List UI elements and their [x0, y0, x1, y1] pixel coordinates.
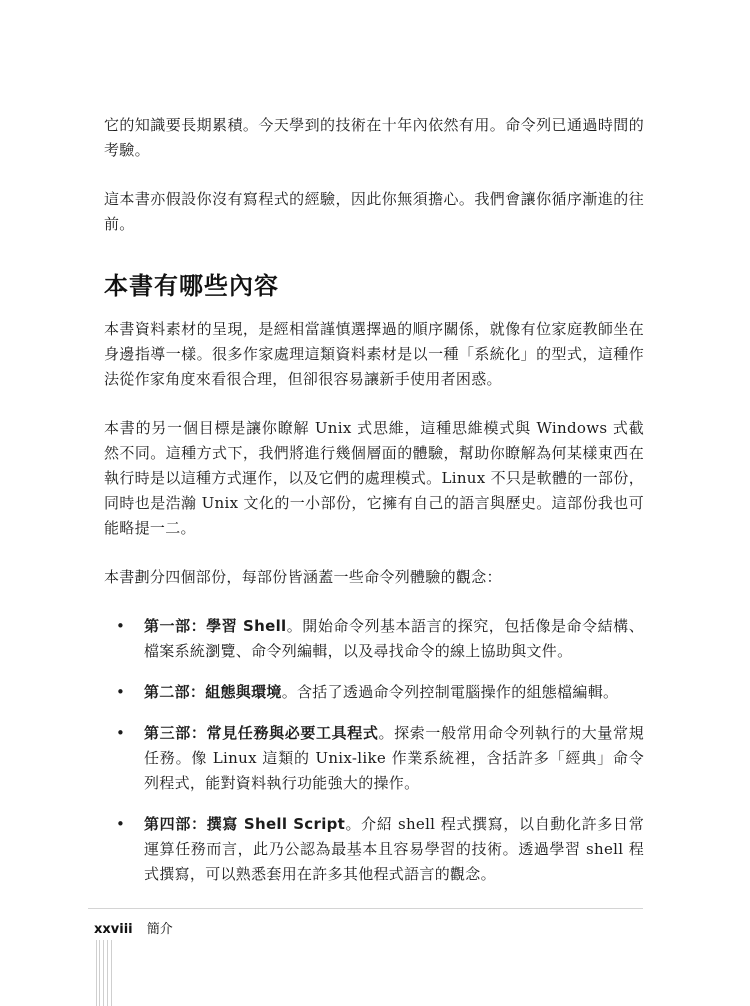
part-title: 第二部：組態與環境	[144, 683, 282, 701]
intro-paragraph-2: 這本書亦假設你沒有寫程式的經驗，因此你無須擔心。我們會讓你循序漸進的往前。	[104, 190, 644, 233]
decorative-rule	[103, 940, 104, 1006]
bullet-icon: •	[116, 815, 126, 833]
section-paragraph-1: 本書資料素材的呈現，是經相當謹慎選擇過的順序關係，就像有位家庭教師坐在身邊指導一樣。很多作家處理這類資料素材是以一種「系統化」的型式，這種作法從作家角度來看很合理，但卻很容易讓新手使用者困惑。	[104, 320, 644, 388]
list-item	[104, 680, 644, 705]
list-item	[104, 812, 644, 887]
intro-paragraph-1: 它的知識要長期累積。今天學到的技術在十年內依然有用。命令列已通過時間的考驗。	[104, 116, 644, 159]
chapter-name: 簡介	[146, 922, 173, 937]
part-description: 。含括了透過命令列控制電腦操作的組態檔編輯。	[281, 683, 619, 701]
section-paragraph-3: 本書劃分四個部份，每部份皆涵蓋一些命令列體驗的觀念：	[104, 568, 502, 586]
decorative-rule	[107, 940, 108, 1006]
part-title: 第三部：常見任務與必要工具程式	[144, 724, 379, 742]
decorative-rule	[96, 940, 97, 1006]
list-item	[104, 721, 644, 796]
decorative-rule	[99, 940, 100, 1006]
bullet-icon: •	[116, 724, 126, 742]
part-description: 。介紹 shell 程式撰寫，以自動化許多日常運算任務而言，此乃公認為最基本且容易學習的技術。透過學習 shell 程式撰寫，可以熟悉套用在許多其他程式語言的觀念。	[144, 815, 644, 883]
list-item	[104, 614, 644, 664]
part-title: 第四部：撰寫 Shell Script	[144, 815, 346, 833]
section-heading: 本書有哪些內容	[104, 272, 279, 300]
bullet-icon: •	[116, 617, 126, 635]
part-description: 。開始命令列基本語言的探究，包括像是命令結構、檔案系統瀏覽、命令列編輯，以及尋找命令的線上協助與文件。	[144, 617, 645, 660]
footer-divider	[88, 908, 643, 909]
parts-list	[104, 614, 644, 887]
part-title: 第一部：學習 Shell	[144, 617, 287, 635]
decorative-rule	[111, 940, 112, 1006]
bullet-icon: •	[116, 683, 126, 701]
section-paragraph-2: 本書的另一個目標是讓你瞭解 Unix 式思維，這種思維模式與 Windows 式截然不同。這種方式下，我們將進行幾個層面的體驗，幫助你瞭解為何某樣東西在執行時是以這種方式運作，以及它們的處理模式。Linux 不只是軟體的一部份，同時也是浩瀚 Unix 文化的一小部份，它擁有自己的語言與歷史。這部份我也可能略提一二。	[104, 419, 644, 537]
part-description: 。探索一般常用命令列執行的大量常規任務。像 Linux 這類的 Unix-like 作業系統裡，含括許多「經典」命令列程式，能對資料執行功能強大的操作。	[144, 724, 644, 792]
page-number: xxviii	[94, 922, 133, 937]
page-footer	[94, 918, 173, 937]
page-body	[104, 113, 644, 903]
